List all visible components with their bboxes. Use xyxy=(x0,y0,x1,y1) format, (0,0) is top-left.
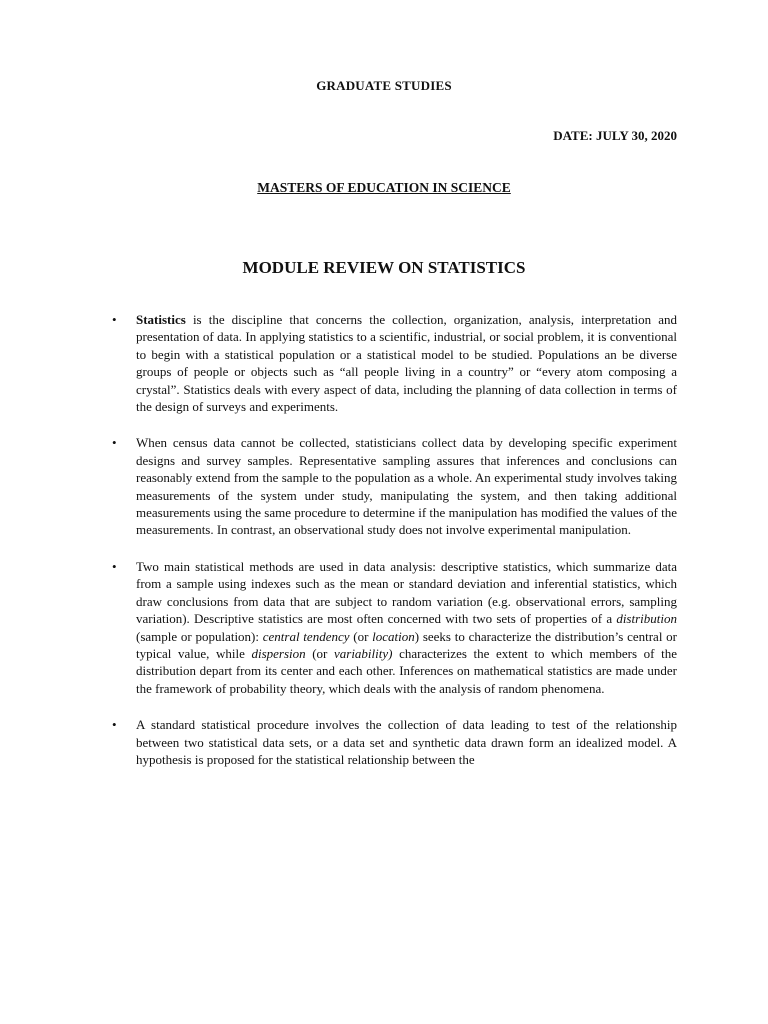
bullet-list xyxy=(112,311,677,787)
bullet-text xyxy=(136,559,677,696)
bullet-item-statistics xyxy=(112,311,677,415)
paragraph-text: A standard statistical procedure involves the collection of data leading to test of the relationship between two statistical data sets, or a data set and synthetic data drawn form an idealized model. A hypothesis is proposed for the statistical relationship between the xyxy=(136,717,677,767)
bullet-text xyxy=(136,312,677,414)
paragraph-text: (or xyxy=(305,645,334,661)
paragraph-text: is the discipline that concerns the collection, organization, analysis, interpretation and presentation of data. In applying statistics to a scientific, industrial, or social problem, it is conventional to begin with a statistical population or a statistical model to be studied. Populations an be diverse groups of people or objects such as “all people living in a country” or “every atom composing a crystal”. Statistics deals with every aspect of data, including the planning of data collection in terms of the design of surveys and experiments. xyxy=(136,312,677,415)
paragraph-text: (sample or population): xyxy=(136,628,263,644)
program-heading: MASTERS OF EDUCATION IN SCIENCE xyxy=(257,180,511,195)
bullet-item-procedure xyxy=(112,716,677,768)
italic-term: location xyxy=(372,628,415,644)
paragraph-text: characterizes the extent to which members of the distribution depart from its center and each other. Inferences on mathematical statistics are made under the framework of probability theory, which deals with the analysis of random phenomena. xyxy=(136,645,677,696)
bullet-icon: • xyxy=(112,558,117,574)
bullet-icon: • xyxy=(112,435,117,451)
graduate-studies-heading: GRADUATE STUDIES xyxy=(316,78,452,93)
bullet-item-census xyxy=(112,434,677,538)
bullet-icon: • xyxy=(112,312,117,327)
paragraph-text: ) seeks to characterize the distribution’s central or typical value, while xyxy=(136,628,677,661)
paragraph-text: (or xyxy=(349,628,373,644)
italic-term: variability) xyxy=(333,645,393,661)
paragraph-text: Two main statistical methods are used in data analysis: descriptive statistics, which summarize data from a sample using indexes such as the mean or standard deviation and inferential statistics, which draw conclusions from data that are subject to random variation (e.g. observational errors, sampling variation). Descriptive statistics are most often concerned with two sets of properties of a xyxy=(136,558,677,627)
document-title: MODULE REVIEW ON STATISTICS xyxy=(242,258,526,277)
bullet-item-methods xyxy=(112,558,677,697)
paragraph-text: When census data cannot be collected, statisticians collect data by developing specific experiment designs and survey samples. Representative sampling assures that inferences and conclusions can reasonably extend from the sample to the population as a whole. An experimental study involves taking measurements of the system under study, manipulating the system, and then taking additional measurements using the same procedure to determine if the manipulation has modified the values of the measurements. In contrast, an observational study does not involve experimental manipulation. xyxy=(136,435,677,538)
bold-term: Statistics xyxy=(136,312,186,327)
italic-term: distribution xyxy=(616,611,677,627)
bullet-icon: • xyxy=(112,717,117,733)
italic-term: dispersion xyxy=(251,645,306,661)
date-line: DATE: JULY 30, 2020 xyxy=(553,128,677,143)
italic-term: central tendency xyxy=(262,628,350,644)
